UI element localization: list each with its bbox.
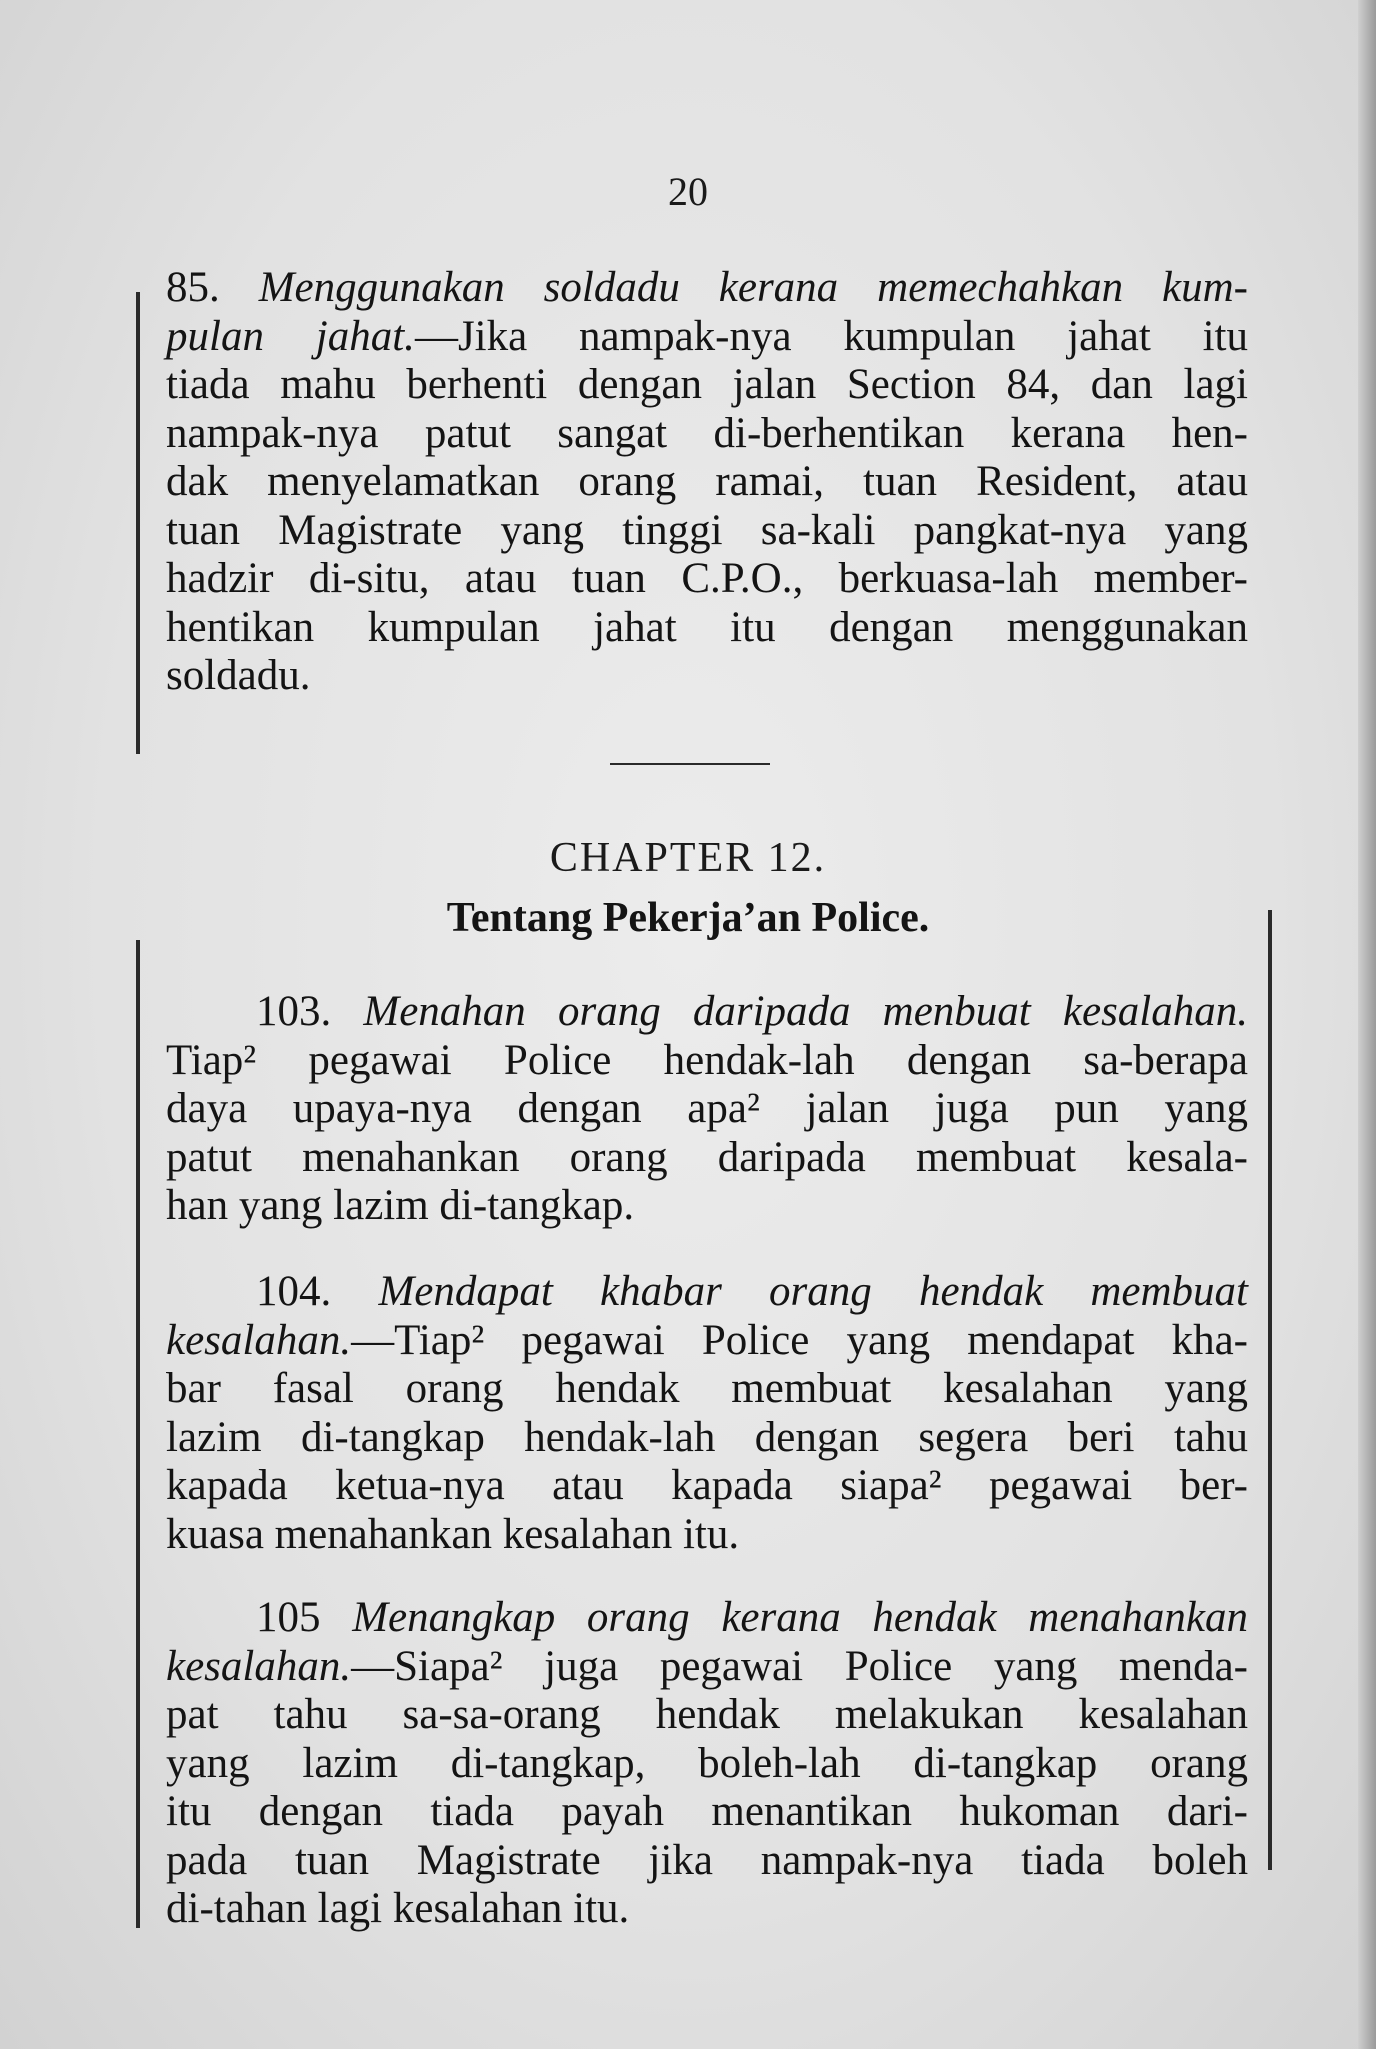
chapter-heading: CHAPTER 12. <box>549 835 827 881</box>
section-103-line: Tiap² pegawai Police hendak-lah dengan sa-berapa <box>166 1036 1248 1084</box>
section-104-line: lazim di-tangkap hendak-lah dengan segera beri tahu <box>166 1413 1248 1461</box>
section-105-line: yang lazim di-tangkap, boleh-lah di-tangkap orang <box>166 1739 1248 1787</box>
section-103-line: han yang lazim di-tangkap. <box>166 1182 635 1229</box>
section-105-title: Menangkap orang kerana hendak menahankan <box>352 1594 1249 1641</box>
chapter-subtitle: Tentang Pekerja’an Police. <box>446 895 930 941</box>
section-105-title-cont: kesalahan. <box>166 1642 352 1690</box>
section-105-number: 105 <box>256 1594 321 1641</box>
section-104-title-cont: kesalahan. <box>166 1316 352 1364</box>
section-104 <box>166 1268 1248 1559</box>
page-number: 20 <box>668 169 708 214</box>
section-85-line: soldadu. <box>166 652 311 699</box>
section-105-line: pat tahu sa-sa-orang hendak melakukan kesalahan <box>166 1691 1248 1738</box>
section-104-line: bar fasal orang hendak membuat kesalahan yang <box>166 1365 1248 1412</box>
section-85-line: nampak-nya patut sangat di-berhentikan kerana hen- <box>166 409 1248 457</box>
section-85 <box>166 264 1248 701</box>
section-104-line: kuasa menahankan kesalahan itu. <box>166 1510 740 1558</box>
margin-rule-right <box>1268 910 1272 1870</box>
section-103-line: daya upaya-nya dengan apa² jalan juga pun yang <box>166 1085 1248 1132</box>
section-105-line: di-tahan lagi kesalahan itu. <box>166 1885 630 1932</box>
section-separator <box>610 763 770 765</box>
section-103 <box>166 988 1248 1231</box>
section-85-line: —Jika nampak-nya kumpulan jahat itu <box>414 312 1249 360</box>
section-85-title: Menggunakan soldadu kerana memechahkan kum- <box>258 264 1248 311</box>
section-85-line: hadzir di-situ, atau tuan C.P.O., berkuasa-lah member- <box>166 555 1248 602</box>
section-104-title: Mendapat khabar orang hendak membuat <box>378 1268 1249 1315</box>
margin-rule-left-bottom <box>136 940 140 1928</box>
section-104-number: 104. <box>256 1268 332 1315</box>
section-85-line: tuan Magistrate yang tinggi sa-kali pangkat-nya yang <box>166 506 1248 554</box>
section-85-line: tiada mahu berhenti dengan jalan Section 84, dan lagi <box>166 361 1248 408</box>
margin-rule-left-top <box>136 292 140 754</box>
section-105 <box>166 1594 1248 1934</box>
section-105-line: —Siapa² juga pegawai Police yang menda- <box>351 1642 1248 1690</box>
section-85-line: hentikan kumpulan jahat itu dengan menggunakan <box>166 603 1248 651</box>
section-85-title-cont: pulan jahat. <box>166 312 415 360</box>
section-85-number: 85. <box>166 264 220 311</box>
section-104-line: —Tiap² pegawai Police yang mendapat kha- <box>351 1316 1248 1364</box>
section-103-line: patut menahankan orang daripada membuat kesala- <box>166 1133 1248 1181</box>
section-104-line: kapada ketua-nya atau kapada siapa² pegawai ber- <box>166 1462 1248 1509</box>
section-85-line: dak menyelamatkan orang ramai, tuan Resident, atau <box>166 458 1248 505</box>
section-103-title: Menahan orang daripada menbuat kesalahan. <box>363 988 1249 1035</box>
section-105-line: pada tuan Magistrate jika nampak-nya tiada boleh <box>166 1836 1248 1884</box>
section-105-line: itu dengan tiada payah menantikan hukoman dari- <box>166 1788 1248 1835</box>
page-edge-shadow <box>1358 0 1376 2049</box>
section-103-number: 103. <box>256 988 332 1035</box>
